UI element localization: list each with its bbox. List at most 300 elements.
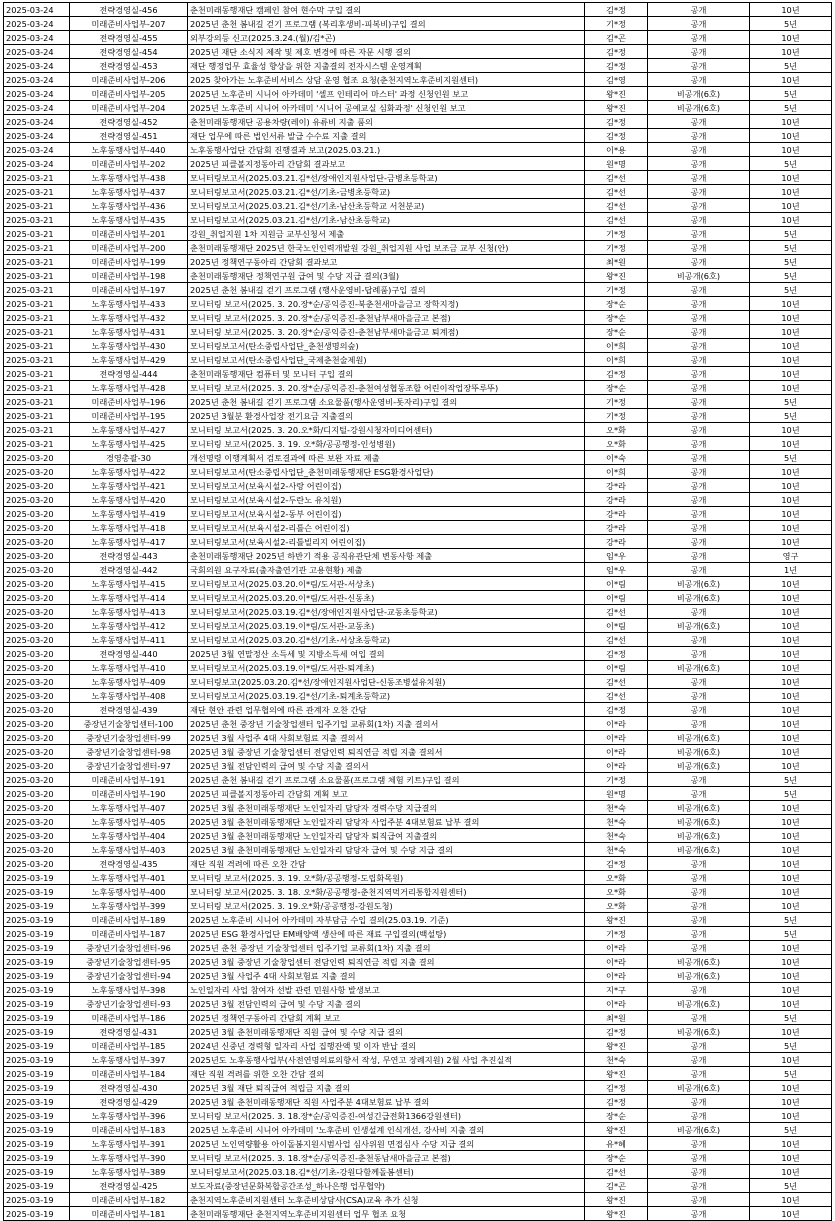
record-doc-number: 노후동행사업부-429 xyxy=(70,353,188,367)
record-disclosure: 비공개(6호) xyxy=(648,269,750,283)
table-row xyxy=(4,647,832,661)
table-row xyxy=(4,101,832,115)
record-retention: 10년 xyxy=(750,689,832,703)
table-row xyxy=(4,703,832,717)
record-author: 이*라 xyxy=(585,759,648,773)
table-row xyxy=(4,689,832,703)
record-date: 2025-03-20 xyxy=(4,815,70,829)
record-title: 2025년 피클볼지정동아리 간담회 결과보고 xyxy=(188,157,585,171)
table-row xyxy=(4,1193,832,1207)
record-disclosure: 비공개(6호) xyxy=(648,955,750,969)
record-disclosure: 공개 xyxy=(648,325,750,339)
record-disclosure: 공개 xyxy=(648,493,750,507)
record-retention: 10년 xyxy=(750,143,832,157)
record-doc-number: 노후동행사업부-401 xyxy=(70,871,188,885)
record-disclosure: 공개 xyxy=(648,367,750,381)
record-date: 2025-03-19 xyxy=(4,1039,70,1053)
record-doc-number: 미래준비사업부-198 xyxy=(70,269,188,283)
record-author: 천*숙 xyxy=(585,801,648,815)
record-retention: 10년 xyxy=(750,899,832,913)
record-title: 2025년 춘천 봄내길 걷기 프로그램 소요물품(행사운영비-돗자리)구입 결의 xyxy=(188,395,585,409)
record-retention: 10년 xyxy=(750,339,832,353)
record-date: 2025-03-24 xyxy=(4,115,70,129)
record-doc-number: 전략경영실-456 xyxy=(70,3,188,17)
record-retention: 5년 xyxy=(750,1039,832,1053)
record-author: 김*선 xyxy=(585,675,648,689)
record-author: 장*순 xyxy=(585,1151,648,1165)
record-retention: 10년 xyxy=(750,171,832,185)
record-doc-number: 노후동행사업부-430 xyxy=(70,339,188,353)
record-doc-number: 미래준비사업부-207 xyxy=(70,17,188,31)
record-date: 2025-03-21 xyxy=(4,423,70,437)
record-disclosure: 비공개(6호) xyxy=(648,801,750,815)
record-title: 2025년 노후준비 시니어 아카데미 '노후준비 인생설계 인식개선, 강사비 지출 결의 xyxy=(188,1123,585,1137)
record-disclosure: 공개 xyxy=(648,199,750,213)
record-doc-number: 미래준비사업부-182 xyxy=(70,1193,188,1207)
record-date: 2025-03-19 xyxy=(4,983,70,997)
record-title: 2025년 노후준비 시니어 아카데미 자부담금 수입 결의(25.03.19. 기준) xyxy=(188,913,585,927)
record-retention: 10년 xyxy=(750,115,832,129)
record-title: 모니터링보고서(2025.03.20.이*림/도서관-서상초) xyxy=(188,577,585,591)
record-author: 김*정 xyxy=(585,647,648,661)
record-disclosure: 공개 xyxy=(648,703,750,717)
table-row xyxy=(4,185,832,199)
table-row xyxy=(4,997,832,1011)
record-doc-number: 미래준비사업부-191 xyxy=(70,773,188,787)
record-retention: 10년 xyxy=(750,745,832,759)
record-author: 김*선 xyxy=(585,1165,648,1179)
record-disclosure: 공개 xyxy=(648,1207,750,1221)
record-title: 2025년 노후준비 시니어 아카데미 '셀프 인테리어 마스터' 과정 신청인원 보고 xyxy=(188,87,585,101)
record-date: 2025-03-24 xyxy=(4,157,70,171)
record-retention: 10년 xyxy=(750,591,832,605)
table-row xyxy=(4,955,832,969)
record-date: 2025-03-20 xyxy=(4,647,70,661)
record-doc-number: 노후동행사업부-422 xyxy=(70,465,188,479)
table-row xyxy=(4,801,832,815)
record-title: 재단 직원 격려에 따른 오찬 간담 xyxy=(188,857,585,871)
record-author: 기*정 xyxy=(585,927,648,941)
record-disclosure: 공개 xyxy=(648,381,750,395)
record-doc-number: 노후동행사업부-437 xyxy=(70,185,188,199)
record-retention: 10년 xyxy=(750,423,832,437)
record-doc-number: 중장년기술창업센터-94 xyxy=(70,969,188,983)
record-retention: 10년 xyxy=(750,129,832,143)
record-disclosure: 공개 xyxy=(648,297,750,311)
record-retention: 5년 xyxy=(750,395,832,409)
table-row xyxy=(4,213,832,227)
table-row xyxy=(4,759,832,773)
record-author: 장*순 xyxy=(585,381,648,395)
record-retention: 10년 xyxy=(750,969,832,983)
record-title: 모니터링보고서(2025.03.20.김*선/기초-서상초등학교) xyxy=(188,633,585,647)
record-title: 춘천미래동행재단 2025년 하반기 적용 공직유관단체 변동사항 제출 xyxy=(188,549,585,563)
record-title: 국회의원 요구자료(출자출연기관 고용현황) 제출 xyxy=(188,563,585,577)
record-doc-number: 노후동행사업부-412 xyxy=(70,619,188,633)
record-retention: 10년 xyxy=(750,479,832,493)
record-disclosure: 공개 xyxy=(648,45,750,59)
record-retention: 5년 xyxy=(750,787,832,801)
record-disclosure: 공개 xyxy=(648,213,750,227)
record-doc-number: 전략경영실-429 xyxy=(70,1095,188,1109)
record-author: 기*정 xyxy=(585,241,648,255)
record-doc-number: 중장년기술창업센터-99 xyxy=(70,731,188,745)
table-row xyxy=(4,87,832,101)
table-row xyxy=(4,1165,832,1179)
record-title: 2025년 춘천 봄내길 걷기 프로그램 소요물품(프로그램 체험 키트)구입 결의 xyxy=(188,773,585,787)
record-date: 2025-03-19 xyxy=(4,1193,70,1207)
record-title: 모니터링 보고서(2025. 3. 20.장*순/공익증진-춘천남부새마을금고 본점) xyxy=(188,311,585,325)
record-retention: 10년 xyxy=(750,185,832,199)
record-retention: 5년 xyxy=(750,227,832,241)
record-author: 김*선 xyxy=(585,633,648,647)
record-title: 2025년 3월 춘천미래동행재단 노인일자리 담당자 급여 및 수당 지급 결의 xyxy=(188,843,585,857)
record-date: 2025-03-21 xyxy=(4,367,70,381)
record-doc-number: 전략경영실-455 xyxy=(70,31,188,45)
table-row xyxy=(4,521,832,535)
record-retention: 10년 xyxy=(750,577,832,591)
record-title: 모니터링보고서(2025.03.21.김*선/기초-금병초등학교) xyxy=(188,185,585,199)
record-author: 장*순 xyxy=(585,325,648,339)
record-author: 기*정 xyxy=(585,395,648,409)
record-date: 2025-03-19 xyxy=(4,1151,70,1165)
record-author: 왕*진 xyxy=(585,1123,648,1137)
record-doc-number: 미래준비사업부-204 xyxy=(70,101,188,115)
record-doc-number: 중장년기술창업센터-93 xyxy=(70,997,188,1011)
record-author: 김*정 xyxy=(585,1081,648,1095)
table-row xyxy=(4,899,832,913)
record-date: 2025-03-20 xyxy=(4,633,70,647)
table-row xyxy=(4,339,832,353)
record-doc-number: 중장년기술창업센터-98 xyxy=(70,745,188,759)
record-date: 2025-03-20 xyxy=(4,563,70,577)
record-title: 2025년 피클볼지정동아리 간담회 계획 보고 xyxy=(188,787,585,801)
record-date: 2025-03-19 xyxy=(4,913,70,927)
record-disclosure: 비공개(6호) xyxy=(648,731,750,745)
record-disclosure: 공개 xyxy=(648,171,750,185)
record-author: 김*선 xyxy=(585,199,648,213)
record-date: 2025-03-19 xyxy=(4,1095,70,1109)
record-retention: 10년 xyxy=(750,1053,832,1067)
record-disclosure: 공개 xyxy=(648,675,750,689)
record-retention: 10년 xyxy=(750,353,832,367)
record-retention: 10년 xyxy=(750,661,832,675)
record-title: 모니터링 보고서(2025. 3. 18. 오*화/공공행정-춘천지역먹거리통합지원센터) xyxy=(188,885,585,899)
record-doc-number: 노후동행사업부-420 xyxy=(70,493,188,507)
record-title: 2025년 정책연구동아리 간담회 계획 보고 xyxy=(188,1011,585,1025)
record-disclosure: 공개 xyxy=(648,871,750,885)
record-author: 오*화 xyxy=(585,437,648,451)
record-title: 춘천미래동행재단 컴퓨터 및 모니터 구입 결의 xyxy=(188,367,585,381)
record-doc-number: 노후동행사업부-417 xyxy=(70,535,188,549)
record-doc-number: 노후동행사업부-410 xyxy=(70,661,188,675)
record-doc-number: 중장년기술창업센터-97 xyxy=(70,759,188,773)
table-row xyxy=(4,451,832,465)
record-author: 김*영 xyxy=(585,73,648,87)
record-date: 2025-03-24 xyxy=(4,87,70,101)
record-title: 모니터링보고서(2025.03.19.김*선/장애인지원사업단-교동초등학교) xyxy=(188,605,585,619)
record-disclosure: 공개 xyxy=(648,633,750,647)
record-retention: 10년 xyxy=(750,619,832,633)
record-doc-number: 미래준비사업부-196 xyxy=(70,395,188,409)
record-disclosure: 공개 xyxy=(648,563,750,577)
record-disclosure: 공개 xyxy=(648,1165,750,1179)
record-date: 2025-03-24 xyxy=(4,129,70,143)
record-author: 지*구 xyxy=(585,983,648,997)
record-disclosure: 공개 xyxy=(648,241,750,255)
record-author: 장*순 xyxy=(585,1109,648,1123)
record-author: 이*림 xyxy=(585,661,648,675)
record-retention: 10년 xyxy=(750,1193,832,1207)
record-doc-number: 전략경영실-443 xyxy=(70,549,188,563)
record-disclosure: 공개 xyxy=(648,1053,750,1067)
record-retention: 10년 xyxy=(750,1165,832,1179)
table-row xyxy=(4,17,832,31)
record-author: 김*선 xyxy=(585,185,648,199)
record-date: 2025-03-19 xyxy=(4,1179,70,1193)
table-row xyxy=(4,325,832,339)
record-title: 모니터링보고서(2025.03.20.이*림/도서관-신동초) xyxy=(188,591,585,605)
record-author: 이*라 xyxy=(585,717,648,731)
record-doc-number: 노후동행사업부-418 xyxy=(70,521,188,535)
record-doc-number: 미래준비사업부-200 xyxy=(70,241,188,255)
record-title: 모니터링 보고서(2025. 3. 19. 오*화/공공행정-도립화목원) xyxy=(188,871,585,885)
record-doc-number: 미래준비사업부-187 xyxy=(70,927,188,941)
record-retention: 10년 xyxy=(750,521,832,535)
record-disclosure: 공개 xyxy=(648,913,750,927)
record-author: 김*정 xyxy=(585,129,648,143)
record-author: 천*숙 xyxy=(585,1053,648,1067)
record-date: 2025-03-20 xyxy=(4,731,70,745)
record-title: 춘천미래동행재단 정책연구원 급여 및 수당 지급 결의(3월) xyxy=(188,269,585,283)
record-disclosure: 공개 xyxy=(648,549,750,563)
table-row xyxy=(4,969,832,983)
record-author: 기*정 xyxy=(585,773,648,787)
record-doc-number: 전략경영실-444 xyxy=(70,367,188,381)
record-author: 장*순 xyxy=(585,297,648,311)
record-date: 2025-03-21 xyxy=(4,395,70,409)
record-retention: 10년 xyxy=(750,465,832,479)
record-disclosure: 공개 xyxy=(648,479,750,493)
record-retention: 10년 xyxy=(750,1109,832,1123)
record-date: 2025-03-20 xyxy=(4,801,70,815)
record-author: 김*정 xyxy=(585,857,648,871)
record-date: 2025-03-24 xyxy=(4,45,70,59)
record-author: 김*정 xyxy=(585,367,648,381)
record-retention: 5년 xyxy=(750,157,832,171)
table-row xyxy=(4,367,832,381)
record-date: 2025-03-19 xyxy=(4,941,70,955)
record-author: 이*라 xyxy=(585,941,648,955)
record-disclosure: 비공개(6호) xyxy=(648,661,750,675)
record-date: 2025-03-20 xyxy=(4,507,70,521)
record-disclosure: 공개 xyxy=(648,3,750,17)
record-disclosure: 공개 xyxy=(648,1095,750,1109)
record-retention: 10년 xyxy=(750,843,832,857)
record-title: 2025년 노인역량활용 아이돌봄지원시범사업 심사위원 면접심사 수당 지급 결의 xyxy=(188,1137,585,1151)
record-doc-number: 미래준비사업부-202 xyxy=(70,157,188,171)
record-title: 춘천지역노후준비지원센터 노후준비상담사(CSA)교육 추가 신청 xyxy=(188,1193,585,1207)
record-doc-number: 미래준비사업부-189 xyxy=(70,913,188,927)
record-date: 2025-03-19 xyxy=(4,1067,70,1081)
record-doc-number: 전략경영실-454 xyxy=(70,45,188,59)
record-date: 2025-03-20 xyxy=(4,465,70,479)
record-doc-number: 노후동행사업부-400 xyxy=(70,885,188,899)
table-row xyxy=(4,493,832,507)
table-row xyxy=(4,1151,832,1165)
record-retention: 5년 xyxy=(750,409,832,423)
table-row xyxy=(4,815,832,829)
table-row xyxy=(4,1109,832,1123)
record-author: 천*숙 xyxy=(585,829,648,843)
record-author: 기*정 xyxy=(585,283,648,297)
record-retention: 10년 xyxy=(750,871,832,885)
record-doc-number: 미래준비사업부-199 xyxy=(70,255,188,269)
record-retention: 10년 xyxy=(750,73,832,87)
record-disclosure: 공개 xyxy=(648,1179,750,1193)
record-disclosure: 비공개(6호) xyxy=(648,591,750,605)
record-disclosure: 공개 xyxy=(648,339,750,353)
record-author: 김*선 xyxy=(585,213,648,227)
record-date: 2025-03-24 xyxy=(4,73,70,87)
table-row xyxy=(4,297,832,311)
record-date: 2025-03-21 xyxy=(4,339,70,353)
record-date: 2025-03-21 xyxy=(4,213,70,227)
record-title: 재단 현안 관련 업무협의에 따른 관계자 오찬 간담 xyxy=(188,703,585,717)
record-title: 2025년 정책연구동아리 간담회 결과보고 xyxy=(188,255,585,269)
record-title: 2025년 3월 전담인력의 급여 및 수당 지출 결의서 xyxy=(188,759,585,773)
record-title: 2025년 춘천 중장년 기술창업센터 입주기업 교류회(1차) 지출 결의서 xyxy=(188,717,585,731)
table-row xyxy=(4,913,832,927)
record-title: 2025년 3월 춘천미래동행재단 직원 급여 및 수당 지급 결의 xyxy=(188,1025,585,1039)
record-author: 오*화 xyxy=(585,871,648,885)
record-doc-number: 노후동행사업부-413 xyxy=(70,605,188,619)
record-date: 2025-03-19 xyxy=(4,1109,70,1123)
record-title: 2025년 3월 재단 퇴직급여 적립금 지출 결의 xyxy=(188,1081,585,1095)
record-disclosure: 공개 xyxy=(648,1193,750,1207)
record-disclosure: 공개 xyxy=(648,941,750,955)
table-row xyxy=(4,1039,832,1053)
record-title: 춘천미래동행재단 캠페인 참여 현수막 구입 결의 xyxy=(188,3,585,17)
record-date: 2025-03-20 xyxy=(4,829,70,843)
record-date: 2025-03-21 xyxy=(4,409,70,423)
record-title: 2025년 노후준비 시니어 아카데미 '시니어 공예교실 심화과정' 신청인원 보고 xyxy=(188,101,585,115)
record-doc-number: 중장년기술창업센터-100 xyxy=(70,717,188,731)
record-disclosure: 공개 xyxy=(648,129,750,143)
record-disclosure: 공개 xyxy=(648,17,750,31)
record-title: 재단 직원 격려를 위한 오찬 간담 결의 xyxy=(188,1067,585,1081)
record-date: 2025-03-24 xyxy=(4,17,70,31)
record-retention: 5년 xyxy=(750,773,832,787)
table-row xyxy=(4,1067,832,1081)
record-title: 모니터링보고서(2025.03.19.이*림/도서관-퇴계초) xyxy=(188,661,585,675)
record-title: 노후동행사업단 간담회 진행결과 보고(2025.03.21.) xyxy=(188,143,585,157)
record-disclosure: 공개 xyxy=(648,311,750,325)
record-author: 이*라 xyxy=(585,731,648,745)
record-title: 모니터링 보고서(2025. 3. 19.오*화/공공행정-강원도청) xyxy=(188,899,585,913)
record-author: 이*라 xyxy=(585,997,648,1011)
record-doc-number: 미래준비사업부-185 xyxy=(70,1039,188,1053)
record-doc-number: 노후동행사업부-432 xyxy=(70,311,188,325)
record-disclosure: 공개 xyxy=(648,899,750,913)
record-title: 모니터링 보고서(2025. 3. 20.장*순/공익증진-북춘천새마을금고 장학지정) xyxy=(188,297,585,311)
record-disclosure: 공개 xyxy=(648,283,750,297)
record-retention: 10년 xyxy=(750,507,832,521)
record-disclosure: 공개 xyxy=(648,143,750,157)
record-date: 2025-03-24 xyxy=(4,3,70,17)
record-author: 왕*진 xyxy=(585,913,648,927)
record-author: 이*림 xyxy=(585,577,648,591)
table-row xyxy=(4,507,832,521)
record-author: 장*순 xyxy=(585,311,648,325)
record-retention: 10년 xyxy=(750,1151,832,1165)
record-title: 춘천미래동행재단 춘천지역노후준비지원센터 업무 협조 요청 xyxy=(188,1207,585,1221)
record-title: 2025년 3월 사업주 4대 사회보험료 지출 결의서 xyxy=(188,731,585,745)
record-author: 천*숙 xyxy=(585,815,648,829)
record-date: 2025-03-20 xyxy=(4,577,70,591)
record-doc-number: 전략경영실-435 xyxy=(70,857,188,871)
record-author: 임*우 xyxy=(585,563,648,577)
record-doc-number: 미래준비사업부-195 xyxy=(70,409,188,423)
record-author: 이*라 xyxy=(585,745,648,759)
record-disclosure: 비공개(6호) xyxy=(648,829,750,843)
record-title: 강원_취업지원 1차 지원금 교부신청서 제출 xyxy=(188,227,585,241)
record-doc-number: 노후동행사업부-405 xyxy=(70,815,188,829)
record-author: 왕*진 xyxy=(585,1207,648,1221)
record-title: 외부강의등 신고(2025.3.24.(월)/김*곤) xyxy=(188,31,585,45)
record-disclosure: 비공개(6호) xyxy=(648,1123,750,1137)
record-doc-number: 전략경영실-451 xyxy=(70,129,188,143)
record-date: 2025-03-19 xyxy=(4,885,70,899)
record-doc-number: 전략경영실-442 xyxy=(70,563,188,577)
record-disclosure: 공개 xyxy=(648,1011,750,1025)
table-row xyxy=(4,59,832,73)
record-retention: 10년 xyxy=(750,731,832,745)
table-row xyxy=(4,829,832,843)
record-date: 2025-03-19 xyxy=(4,1025,70,1039)
record-title: 모니터링 보고서(2025. 3. 18.장*순/공익증진-춘천동남새마을금고 본점) xyxy=(188,1151,585,1165)
table-row xyxy=(4,395,832,409)
table-row xyxy=(4,45,832,59)
record-doc-number: 노후동행사업부-436 xyxy=(70,199,188,213)
record-title: 모니터링보고서(보육시설2-리틀슨 어린이집) xyxy=(188,521,585,535)
record-retention: 10년 xyxy=(750,325,832,339)
record-author: 유*혜 xyxy=(585,1137,648,1151)
record-author: 김*곤 xyxy=(585,1179,648,1193)
record-disclosure: 비공개(6호) xyxy=(648,997,750,1011)
record-disclosure: 공개 xyxy=(648,227,750,241)
record-disclosure: 비공개(6호) xyxy=(648,1081,750,1095)
record-doc-number: 전략경영실-452 xyxy=(70,115,188,129)
record-doc-number: 노후동행사업부-407 xyxy=(70,801,188,815)
record-date: 2025-03-21 xyxy=(4,283,70,297)
record-disclosure: 공개 xyxy=(648,451,750,465)
record-doc-number: 노후동행사업부-433 xyxy=(70,297,188,311)
table-row xyxy=(4,381,832,395)
record-doc-number: 노후동행사업부-398 xyxy=(70,983,188,997)
record-retention: 5년 xyxy=(750,269,832,283)
record-doc-number: 노후동행사업부-404 xyxy=(70,829,188,843)
record-title: 2025년 춘천 봄내길 걷기 프로그램 (행사운영비-답례품)구입 결의 xyxy=(188,283,585,297)
record-date: 2025-03-20 xyxy=(4,451,70,465)
table-row xyxy=(4,171,832,185)
record-date: 2025-03-20 xyxy=(4,745,70,759)
record-author: 왕*진 xyxy=(585,1193,648,1207)
record-author: 왕*진 xyxy=(585,87,648,101)
record-title: 2025년 ESG 환경사업단 EM배양액 생산에 따른 재료 구입결의(백설탕) xyxy=(188,927,585,941)
record-date: 2025-03-20 xyxy=(4,843,70,857)
record-date: 2025-03-20 xyxy=(4,689,70,703)
